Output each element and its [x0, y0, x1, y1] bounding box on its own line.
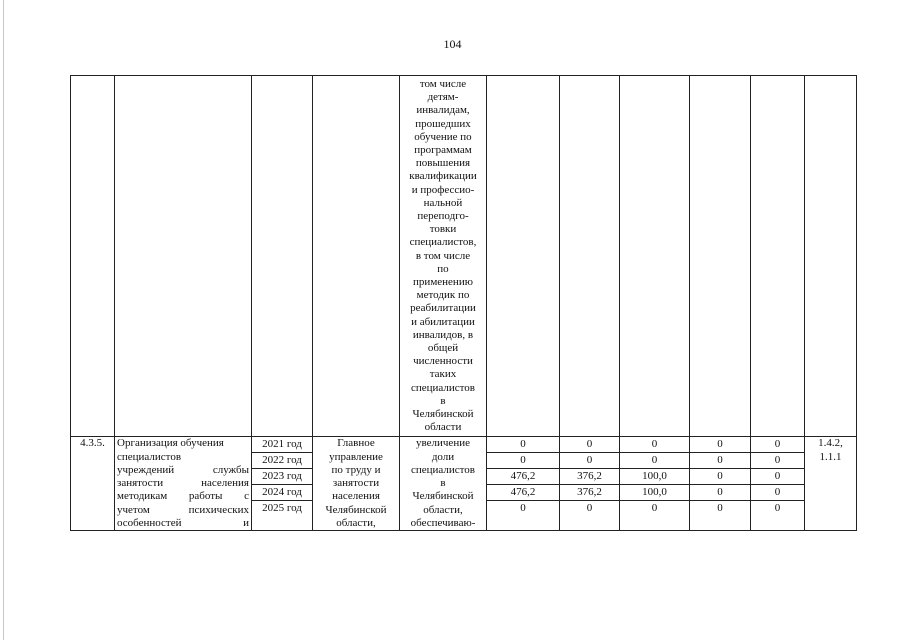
- year-2023: 2023 год: [252, 469, 312, 485]
- cont-number-cell: [71, 76, 115, 437]
- value-cell: 376,2: [560, 469, 619, 485]
- value-cell: 0: [560, 453, 619, 469]
- value-cell: 0: [751, 485, 804, 501]
- continuation-indicator-text: том числе детям- инвалидам, прошедших обучение по программам повышения квалификации и профессио- нальной переподго- товки специалистов, в том числе по применению методик по реабилитации и абилитации инвалидов, в общей численности таких специалистов в Челябинской области: [400, 76, 487, 437]
- value-column-5: [751, 437, 805, 530]
- value-cell: 0: [751, 437, 804, 453]
- page-number: 104: [443, 37, 462, 51]
- value-cell: 0: [717, 502, 723, 515]
- value-cell: 100,0: [620, 485, 689, 501]
- cont-value-cell: [487, 76, 560, 437]
- value-column-total: [487, 437, 560, 530]
- cont-year-cell: [252, 76, 313, 437]
- page-edge: [3, 0, 4, 640]
- executor: Главное управление по труду и занятости населения Челябинской области,: [313, 437, 400, 530]
- value-cell: 0: [560, 437, 619, 453]
- value-column-4: [690, 437, 751, 530]
- value-cell: 476,2: [487, 469, 559, 485]
- links: 1.4.2, 1.1.1: [805, 437, 857, 530]
- value-cell: 0: [487, 453, 559, 469]
- value-cell: 0: [690, 485, 750, 501]
- indicator: увеличение доли специалистов в Челябинской области, обеспечиваю-: [400, 437, 487, 530]
- continuation-row: [71, 76, 857, 437]
- year-2022: 2022 год: [252, 453, 312, 469]
- value-cell: 0: [620, 453, 689, 469]
- value-cell: 0: [520, 502, 526, 515]
- row-name: Организация обучения специалистов учреждений службы занятости населения методикам работы с учетом психических особенностей и: [115, 437, 252, 530]
- value-cell: 0: [690, 437, 750, 453]
- value-cell: 0: [487, 437, 559, 453]
- year-2021: 2021 год: [252, 437, 312, 453]
- year-2024: 2024 год: [252, 485, 312, 501]
- value-cell: 376,2: [560, 485, 619, 501]
- cont-name-cell: [115, 76, 252, 437]
- value-cell: 0: [586, 502, 593, 515]
- cont-value-cell: [690, 76, 751, 437]
- value-cell: 100,0: [620, 469, 689, 485]
- cont-value-cell: [620, 76, 690, 437]
- row-number: 4.3.5.: [71, 437, 115, 530]
- row-4-3-5: [71, 437, 857, 530]
- value-cell: 0: [651, 502, 658, 515]
- program-table: [70, 75, 857, 531]
- value-cell: 0: [774, 502, 781, 515]
- year-2025: 2025 год: [262, 502, 302, 515]
- value-column-3: [620, 437, 690, 530]
- value-column-2: [560, 437, 620, 530]
- cont-links-cell: [805, 76, 857, 437]
- value-cell: 0: [690, 453, 750, 469]
- year-column: [252, 437, 313, 530]
- cont-executor-cell: [313, 76, 400, 437]
- value-cell: 0: [620, 437, 689, 453]
- value-cell: 0: [690, 469, 750, 485]
- cont-value-cell: [751, 76, 805, 437]
- value-cell: 0: [751, 453, 804, 469]
- value-cell: 0: [751, 469, 804, 485]
- cont-value-cell: [560, 76, 620, 437]
- value-cell: 476,2: [487, 485, 559, 501]
